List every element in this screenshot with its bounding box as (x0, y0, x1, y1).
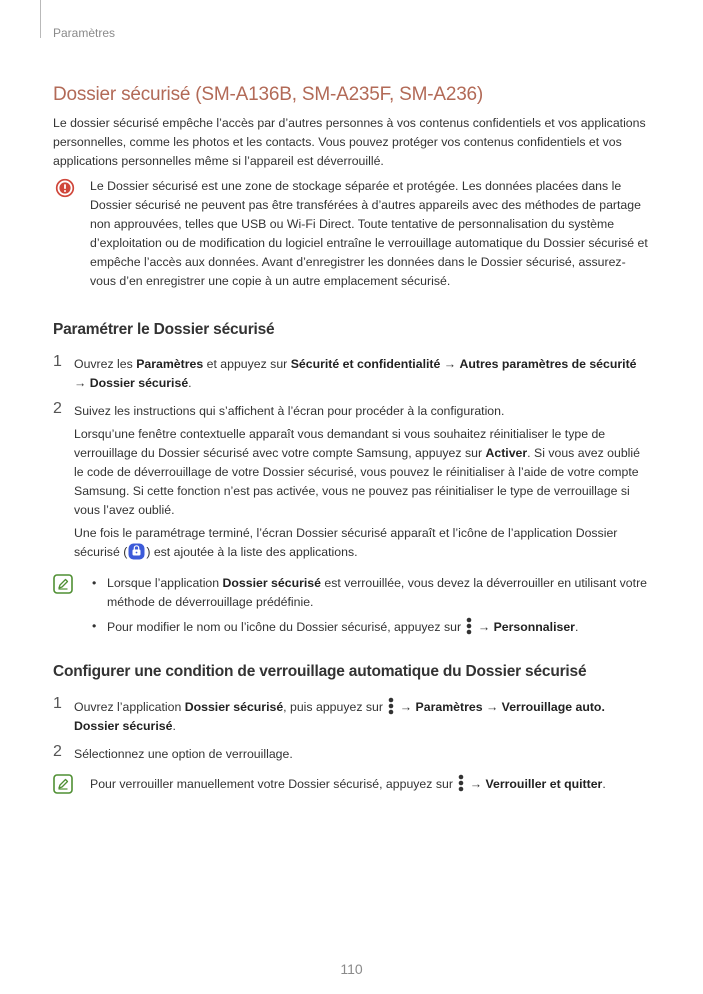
tip-note-auto-lock (53, 774, 650, 794)
secure-folder-app-icon (128, 543, 145, 566)
step-2-completion-info: Une fois le paramétrage terminé, l’écran Dossier sécurisé apparaît et l’icône de l’application Dossier sécurisé ( ) est ajoutée à la liste des applications. (74, 524, 650, 566)
autolock-step-2 (53, 745, 650, 764)
secure-folder-label: Dossier sécurisé (89, 376, 189, 390)
step-number: 1 (53, 353, 62, 370)
header-divider (40, 0, 41, 38)
autolock-step-1: 1 Ouvrez l’application Dossier sécurisé, puis appuyez sur → Paramètres → Verrouillage auto. Dossier sécurisé. (53, 695, 605, 733)
note-icon (53, 574, 73, 599)
setup-step-1: 1 Ouvrez les Paramètres et appuyez sur Sécurité et confidentialité → Autres paramètres de sécurité → Dossier sécurisé. (53, 353, 637, 390)
warning-note (53, 177, 650, 291)
security-privacy-label: Sécurité et confidentialité (290, 357, 441, 371)
auto-lock-label: Verrouillage auto. Dossier sécurisé (74, 700, 605, 733)
secure-folder-label: Dossier sécurisé (222, 576, 321, 590)
step-number: 2 (53, 743, 62, 760)
section-heading-setup: Paramétrer le Dossier sécurisé (53, 321, 275, 338)
tip-bullet: • Lorsque l’application Dossier sécurisé est verrouillée, vous devez la déverrouiller en utilisant votre méthode de déverrouillage prédéfinie. (90, 574, 650, 612)
more-options-icon (466, 617, 472, 635)
tip-text: Pour verrouiller manuellement votre Dossier sécurisé, appuyez sur → Verrouiller et quitter. (90, 774, 650, 794)
tip-bullet: • Pour modifier le nom ou l’icône du Dossier sécurisé, appuyez sur → Personnaliser. (90, 617, 650, 637)
other-security-settings-label: Autres paramètres de sécurité (459, 357, 637, 371)
intro-paragraph: Le dossier sécurisé empêche l’accès par d’autres personnes à vos contenus confidentiels et vos applications personnelles, comme les photos et les contacts. Vous pouvez protéger vos contenus confidentiels et vos applications personnelles même si l’appareil est déverrouillé. (53, 116, 646, 168)
setup-step-2 (53, 402, 650, 566)
step-number: 1 (53, 695, 62, 712)
more-options-icon (388, 697, 394, 715)
more-options-icon (458, 774, 464, 792)
page-number: 110 (340, 961, 363, 977)
section-heading-auto-lock: Configurer une condition de verrouillage automatique du Dossier sécurisé (53, 663, 587, 680)
settings-label: Paramètres (136, 357, 204, 371)
step-number: 2 (53, 400, 62, 417)
section-header: Paramètres (53, 26, 116, 40)
tip-note-setup (53, 574, 650, 637)
warning-text: Le Dossier sécurisé est une zone de stockage séparée et protégée. Les données placées dans le Dossier sécurisé ne peuvent pas être transférées à d’autres appareils avec des méthodes de partage non approuvées, telles que USB ou Wi-Fi Direct. Toute tentative de personnalisation du système d’exploitation ou de modification du logiciel entraîne le verrouillage automatique du Dossier sécurisé et empêche l’accès aux données. Avant d’enregistrer les données dans le Dossier sécurisé, assurez-vous d’en enregistrer une copie à un autre emplacement sécurisé. (90, 179, 648, 288)
note-icon (53, 774, 73, 799)
settings-label: Paramètres (415, 700, 483, 714)
customize-label: Personnaliser (493, 620, 575, 634)
lock-and-exit-label: Verrouiller et quitter (485, 777, 603, 791)
warning-icon (55, 178, 75, 203)
page-content (53, 84, 650, 794)
step-2-instruction: Suivez les instructions qui s’affichent à l’écran pour procéder à la configuration. (74, 404, 505, 418)
activate-label: Activer (485, 446, 528, 460)
step-2-reset-info: Lorsqu’une fenêtre contextuelle apparaît vous demandant si vous souhaitez réinitialiser le type de verrouillage du Dossier sécurisé avec votre compte Samsung, appuyez sur Activer. Si vous avez oublié le code de déverrouillage de votre Dossier sécurisé, vous pouvez le réinitialiser à l’aide de votre compte Samsung. Si cette fonction n’est pas activée, vous ne pouvez pas réinitialiser le type de verrouillage si vous l’avez oublié. (74, 427, 640, 517)
page-title: Dossier sécurisé (SM-A136B, SM-A235F, SM-A236) (53, 84, 484, 105)
secure-folder-label: Dossier sécurisé (184, 700, 284, 714)
step-2-instruction: Sélectionnez une option de verrouillage. (74, 747, 293, 761)
